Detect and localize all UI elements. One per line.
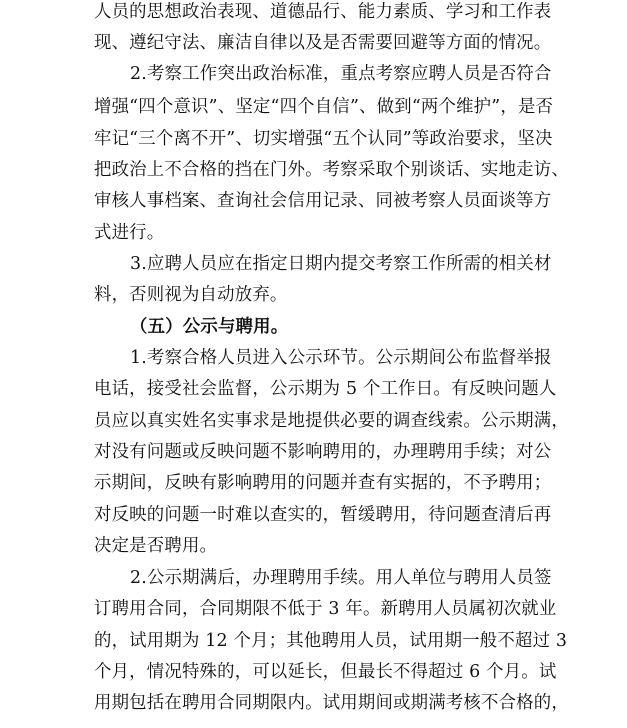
paragraph-line: 个月，情况特殊的，可以延长，但最长不得超过 6 个月。试 bbox=[94, 662, 557, 682]
paragraph-line: 2.公示期满后，办理聘用手续。用人单位与聘用人员签 bbox=[130, 568, 552, 588]
paragraph-line: 人员的思想政治表现、道德品行、能力素质、学习和工作表 bbox=[94, 2, 552, 22]
paragraph-line: 料，否则视为自动放弃。 bbox=[94, 285, 288, 305]
paragraph-line: 审核人事档案、查询社会信用记录、同被考察人员面谈等方 bbox=[94, 191, 552, 211]
paragraph-line: 增强“四个意识”、坚定“四个自信”、做到“两个维护”，是否 bbox=[94, 97, 554, 117]
paragraph-line: 决定是否聘用。 bbox=[94, 536, 218, 556]
paragraph-line: 2.考察工作突出政治标准，重点考察应聘人员是否符合 bbox=[130, 64, 552, 84]
paragraph-line: 对没有问题或反映问题不影响聘用的，办理聘用手续；对公 bbox=[94, 442, 552, 462]
paragraph-line: 3.应聘人员应在指定日期内提交考察工作所需的相关材 bbox=[130, 254, 552, 274]
paragraph-line: 电话，接受社会监督，公示期为 5 个工作日。有反映问题人 bbox=[94, 379, 557, 399]
paragraph-line: 用期包括在聘用合同期限内。试用期间或期满考核不合格的， bbox=[94, 693, 569, 713]
paragraph-line: 式进行。 bbox=[94, 223, 165, 243]
paragraph-line: 员应以真实姓名实事求是地提供必要的调查线索。公示期满， bbox=[94, 411, 569, 431]
section-heading: （五）公示与聘用。 bbox=[130, 317, 289, 337]
paragraph-line: 把政治上不合格的挡在门外。考察采取个别谈话、实地走访、 bbox=[94, 160, 569, 180]
paragraph-line: 示期间，反映有影响聘用的问题并查有实据的，不予聘用； bbox=[94, 473, 552, 493]
paragraph-line: 对反映的问题一时难以查实的，暂缓聘用，待问题查清后再 bbox=[94, 505, 552, 525]
paragraph-line: 1.考察合格人员进入公示环节。公示期间公布监督举报 bbox=[130, 348, 552, 368]
paragraph-line: 牢记“三个离不开”、切实增强“五个认同”等政治要求，坚决 bbox=[94, 129, 553, 149]
paragraph-line: 现、遵纪守法、廉洁自律以及是否需要回避等方面的情况。 bbox=[94, 33, 552, 53]
paragraph-line: 订聘用合同，合同期限不低于 3 年。新聘用人员属初次就业 bbox=[94, 599, 557, 619]
paragraph-line: 的，试用期为 12 个月；其他聘用人员，试用期一般不超过 3 bbox=[94, 631, 568, 651]
